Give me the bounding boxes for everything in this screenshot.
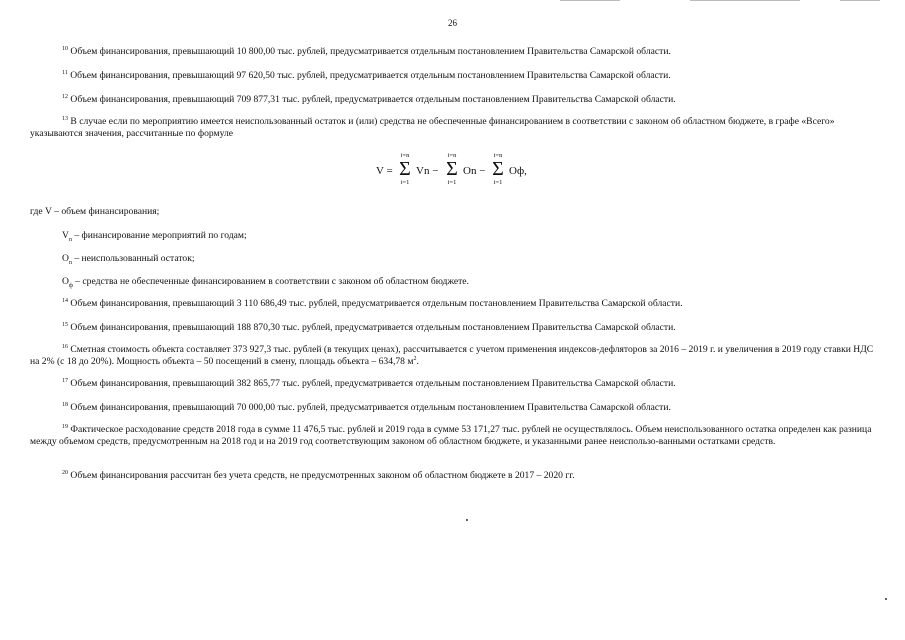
legend-text: – неиспользованный остаток; xyxy=(71,253,195,264)
formula-term-of: Oф, xyxy=(509,165,527,177)
footnote-number: 14 xyxy=(62,297,68,304)
footnote-number: 18 xyxy=(62,401,68,408)
footnote-15 xyxy=(30,322,875,334)
footnote-number: 15 xyxy=(62,321,68,328)
footnote-number: 20 xyxy=(62,469,68,476)
footnote-number: 16 xyxy=(62,343,68,350)
footnote-20 xyxy=(30,470,875,482)
footnote-number: 19 xyxy=(62,423,68,430)
footnote-10 xyxy=(30,46,875,58)
sentence-end: . xyxy=(416,356,419,367)
scan-speck xyxy=(885,598,887,600)
symbol: O xyxy=(62,253,69,264)
footnote-16 xyxy=(30,344,875,368)
sum-lower-limit: i=1 xyxy=(493,179,503,186)
footnote-text: Сметная стоимость объекта составляет 373 927,3 тыс. рублей (в текущих ценах), рассчитывается с учетом применения индексов-дефляторов за 2016 – 2019 г. и увеличения в 2019 году ставки НДС на 2% (с 18 до 20%). Мощность объекта – 50 посещений в смену, площадь объекта – 634,78 м xyxy=(30,344,874,367)
footnote-text: Объем финансирования, превышающий 709 877,31 тыс. рублей, предусматривается отдельным постановлением Правительства Самарской области. xyxy=(70,94,676,105)
sum-upper-limit: i=n xyxy=(493,152,503,159)
scan-speck xyxy=(466,519,468,521)
symbol-subscript: ф xyxy=(68,282,73,289)
sigma-symbol: Σ xyxy=(446,158,458,180)
legend-of xyxy=(62,276,875,288)
top-edge-mark xyxy=(840,0,880,1)
footnote-number: 17 xyxy=(62,377,68,384)
legend-vn xyxy=(62,230,875,242)
footnote-number: 12 xyxy=(62,93,68,100)
sum-upper-limit: i=n xyxy=(400,152,410,159)
footnote-19 xyxy=(30,424,875,448)
legend-text: – средства не обеспеченные финансированием в соответствии с законом об областном бюджете. xyxy=(72,276,469,287)
footnote-text: Объем финансирования, превышающий 3 110 686,49 тыс. рублей, предусматривается отдельным постановлением Правительства Самарской области. xyxy=(70,298,683,309)
sum-sign-1 xyxy=(398,152,412,186)
footnote-text: Объем финансирования, превышающий 70 000,00 тыс. рублей, предусматривается отдельным постановлением Правительства Самарской области. xyxy=(70,402,671,413)
sum-sign-2 xyxy=(445,152,459,186)
sum-upper-limit: i=n xyxy=(447,152,457,159)
page-number: 26 xyxy=(448,18,457,28)
top-edge-mark xyxy=(560,0,620,1)
symbol-subscript: n xyxy=(68,236,72,243)
formula-term-on: On − xyxy=(463,165,486,177)
formula-term-vn: Vn − xyxy=(416,165,439,177)
footnote-14 xyxy=(30,298,875,310)
sigma-symbol: Σ xyxy=(492,158,504,180)
symbol: O xyxy=(62,276,69,287)
footnote-11 xyxy=(30,70,875,82)
superscript-unit: 2 xyxy=(413,355,417,362)
legend-text: – финансирование мероприятий по годам; xyxy=(71,230,247,241)
footnote-text: Объем финансирования, превышающий 97 620,50 тыс. рублей, предусматривается отдельным постановлением Правительства Самарской области. xyxy=(70,70,671,81)
sum-lower-limit: i=1 xyxy=(447,179,457,186)
footnote-number: 10 xyxy=(62,45,68,52)
footnote-text: В случае если по мероприятию имеется неиспользованный остаток и (или) средства не обеспеченные финансированием в соответствии с законом об областном бюджете, в графе «Всего» указываются значения, рассчитанные по формуле xyxy=(30,116,835,139)
footnote-text: Объем финансирования, превышающий 382 865,77 тыс. рублей, предусматривается отдельным постановлением Правительства Самарской области. xyxy=(70,378,676,389)
footnote-text: Объем финансирования рассчитан без учета средств, не предусмотренных законом об областном бюджете в 2017 – 2020 гг. xyxy=(70,470,575,481)
sigma-symbol: Σ xyxy=(399,158,411,180)
legend-on xyxy=(62,253,875,265)
sum-lower-limit: i=1 xyxy=(400,179,410,186)
symbol-subscript: n xyxy=(68,259,72,266)
footnote-text: Фактическое расходование средств 2018 года в сумме 11 476,5 тыс. рублей и 2019 года в сумме 53 171,27 тыс. рублей не осуществлялось. Объем неиспользованного остатка определен как разница между объемом средств, предусмотренным на 2018 год и на 2019 год соответствующим законом об областном бюджете, и указанными ранее неиспользо-ванными остатками средств. xyxy=(30,424,872,447)
footnote-12 xyxy=(30,94,875,106)
footnote-text: Объем финансирования, превышающий 188 870,30 тыс. рублей, предусматривается отдельным постановлением Правительства Самарской области. xyxy=(70,322,676,333)
footnote-17 xyxy=(30,378,875,390)
formula-lhs: V = xyxy=(376,165,393,177)
footnote-text: Объем финансирования, превышающий 10 800,00 тыс. рублей, предусматривается отдельным постановлением Правительства Самарской области. xyxy=(70,46,671,57)
top-edge-mark xyxy=(690,0,800,1)
footnote-number: 11 xyxy=(62,69,68,76)
legend-intro: где V – объем финансирования; xyxy=(30,206,160,217)
footnote-18 xyxy=(30,402,875,414)
symbol: V xyxy=(62,230,69,241)
sum-sign-3 xyxy=(491,152,505,186)
footnote-13 xyxy=(30,116,875,140)
footnote-number: 13 xyxy=(62,115,68,122)
